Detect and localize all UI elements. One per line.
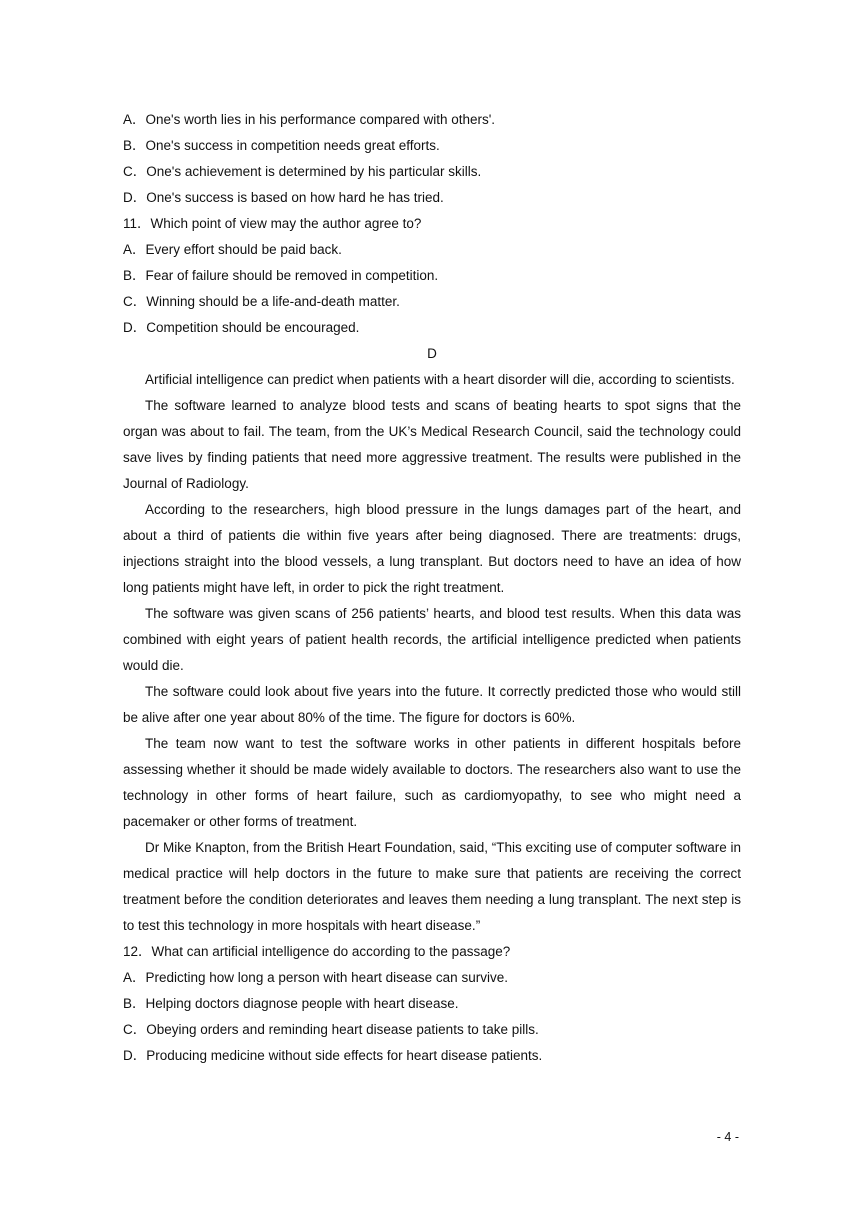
q12-option-c: C．Obeying orders and reminding heart disease patients to take pills. [123,1022,539,1037]
section-heading: D [427,346,437,361]
passage-paragraph: According to the researchers, high blood pressure in the lungs damages part of the heart, and about a third of patients die within five years after being diagnosed. There are treatments: drugs, injections straight into the blood vessels, a lung transplant. But doctors need to have an idea of how long patients might have left, in order to pick the right treatment. [123,502,741,595]
passage-paragraph: The software learned to analyze blood tests and scans of beating hearts to spot signs that the organ was about to fail. The team, from the UK’s Medical Research Council, said the technology could save lives by finding patients that need more aggressive treatment. The results were published in the Journal of Radiology. [123,398,741,491]
q10-option-d: D．One's success is based on how hard he has tried. [123,190,444,205]
q10-option-c: C．One's achievement is determined by his particular skills. [123,164,482,179]
passage-paragraph: The software was given scans of 256 patients’ hearts, and blood test results. When this data was combined with eight years of patient health records, the artificial intelligence predicted when patients would die. [123,606,741,673]
q11-option-a: A．Every effort should be paid back. [123,242,342,257]
passage-paragraph: The team now want to test the software works in other patients in different hospitals before assessing whether it should be made widely available to doctors. The researchers also want to use the technology in other forms of heart failure, such as cardiomyopathy, to see who might need a pacemaker or other forms of treatment. [123,736,741,829]
q11-question: 11．Which point of view may the author agree to? [123,216,422,231]
q10-option-b: B．One's success in competition needs great efforts. [123,138,440,153]
page-content [123,107,741,1069]
passage-paragraph: The software could look about five years into the future. It correctly predicted those who would still be alive after one year about 80% of the time. The figure for doctors is 60%. [123,684,741,725]
q11-option-d: D．Competition should be encouraged. [123,320,360,335]
passage-paragraph: Artificial intelligence can predict when patients with a heart disorder will die, according to scientists. [145,372,735,387]
page-number: - 4 - [716,1130,739,1144]
q11-option-c: C．Winning should be a life-and-death matter. [123,294,400,309]
passage-paragraph: Dr Mike Knapton, from the British Heart Foundation, said, “This exciting use of computer software in medical practice will help doctors in the future to make sure that patients are receiving the correct treatment before the condition deteriorates and leaves them needing a lung transplant. The next step is to test this technology in more hospitals with heart disease.” [123,840,741,933]
q12-option-a: A．Predicting how long a person with heart disease can survive. [123,970,508,985]
q12-question: 12．What can artificial intelligence do according to the passage? [123,944,511,959]
q12-option-b: B．Helping doctors diagnose people with heart disease. [123,996,459,1011]
q11-option-b: B．Fear of failure should be removed in competition. [123,268,439,283]
q10-option-a: A．One's worth lies in his performance compared with others'. [123,112,496,127]
q12-option-d: D．Producing medicine without side effects for heart disease patients. [123,1048,543,1063]
